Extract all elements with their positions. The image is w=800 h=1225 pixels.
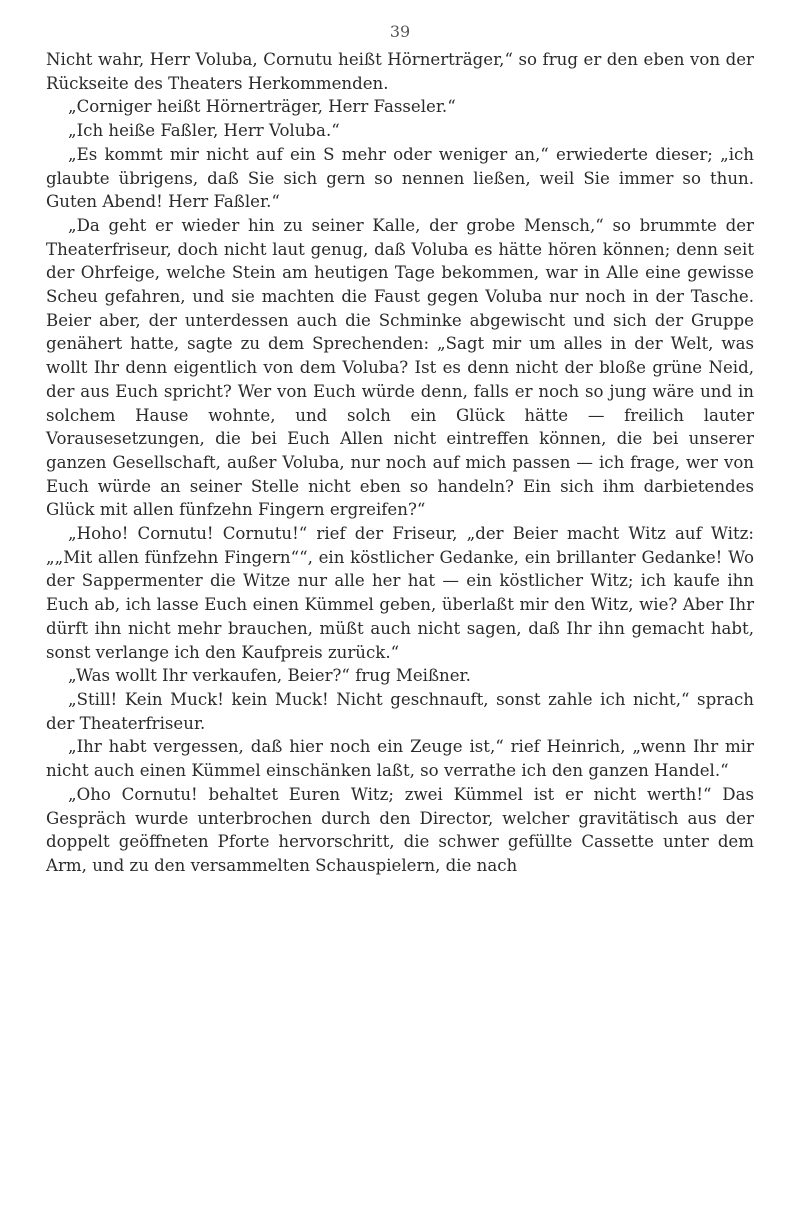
- paragraph: „Es kommt mir nicht auf ein S mehr oder weniger an,“ erwiederte dieser; „ich glaubte übrigens, daß Sie sich gern so nennen ließen, weil Sie immer so thun. Guten Abend! Herr Faßler.“: [46, 144, 754, 212]
- page-number: 39: [389, 22, 411, 41]
- paragraph: „Ihr habt vergessen, daß hier noch ein Zeuge ist,“ rief Heinrich, „wenn Ihr mir nicht auch einen Kümmel einschänken laßt, so verrathe ich den ganzen Handel.“: [46, 737, 754, 781]
- paragraph: „Oho Cornutu! behaltet Euren Witz; zwei Kümmel ist er nicht werth!“ Das Gespräch wurde unterbrochen durch den Director, welcher gravitätisch aus der doppelt geöffneten Pforte hervorschritt, die schwer gefüllte Cassette unter dem Arm, und zu den versammelten Schauspielern, die nach: [46, 784, 754, 875]
- paragraph: „Corniger heißt Hörnerträger, Herr Fasseler.“: [68, 97, 456, 117]
- paragraph: „Was wollt Ihr verkaufen, Beier?“ frug Meißner.: [68, 666, 471, 686]
- paragraph: „Hoho! Cornutu! Cornutu!“ rief der Friseur, „der Beier macht Witz auf Witz: „„Mit allen fünfzehn Fingern““, ein köstlicher Gedanke, ein brillanter Gedanke! Wo der Sappermenter die Witze nur alle her hat — ein köstlicher Witz; ich kaufe ihn Euch ab, ich lasse Euch einen Kümmel geben, überlaßt mir den Witz, wie? Aber Ihr dürft ihn nicht mehr brauchen, müßt auch nicht sagen, daß Ihr ihn gemacht habt, sonst verlange ich den Kaufpreis zurück.“: [46, 524, 754, 662]
- paragraph: „Da geht er wieder hin zu seiner Kalle, der grobe Mensch,“ so brummte der Theaterfriseur, doch nicht laut genug, daß Voluba es hätte hören können; denn seit der Ohrfeige, welche Stein am heutigen Tage bekommen, war in Alle eine gewisse Scheu gefahren, und sie machten die Faust gegen Voluba nur noch in der Tasche. Beier aber, der unterdessen auch die Schminke abgewischt und sich der Gruppe genähert hatte, sagte zu dem Sprechenden: „Sagt mir um alles in der Welt, was wollt Ihr denn eigentlich von dem Voluba? Ist es denn nicht der bloße grüne Neid, der aus Euch spricht? Wer von Euch würde denn, falls er noch so jung wäre und in solchem Hause wohnte, und solch ein Glück hätte — freilich lauter Vorausesetzungen, die bei Euch Allen nicht eintreffen können, die bei unserer ganzen Gesellschaft, außer Voluba, nur noch auf mich passen — ich frage, wer von Euch würde an seiner Stelle nicht eben so handeln? Ein sich ihm darbietendes Glück mit allen fünfzehn Fingern ergreifen?“: [46, 215, 754, 520]
- paragraph: „Ich heiße Faßler, Herr Voluba.“: [68, 121, 340, 141]
- body-text: [46, 48, 754, 878]
- paragraph: „Still! Kein Muck! kein Muck! Nicht geschnauft, sonst zahle ich nicht,“ sprach der Theaterfriseur.: [46, 689, 754, 733]
- paragraph: Nicht wahr, Herr Voluba, Cornutu heißt Hörnerträger,“ so frug er den eben von der Rückseite des Theaters Herkommenden.: [46, 50, 754, 93]
